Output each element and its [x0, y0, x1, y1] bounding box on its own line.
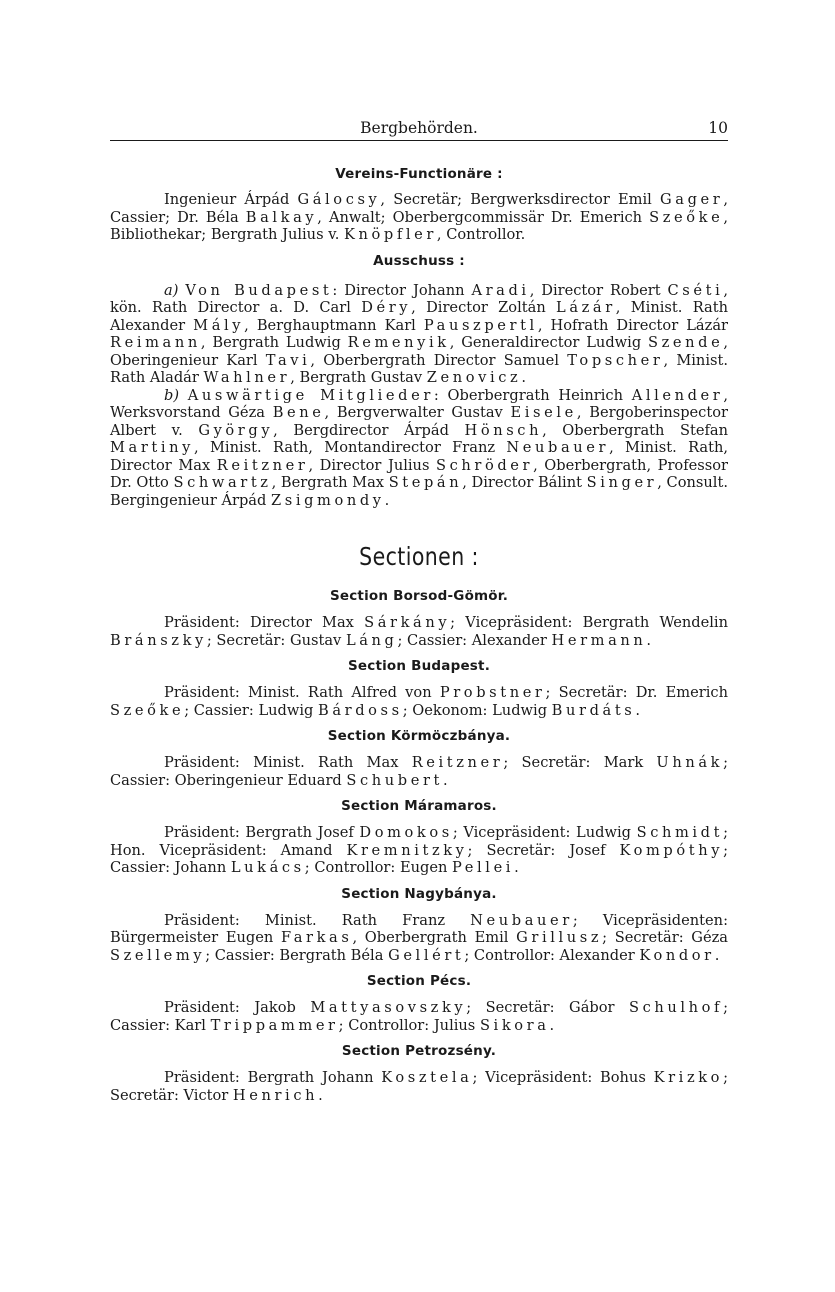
section-paragraph [110, 614, 728, 649]
text-run: . [549, 1016, 555, 1034]
spaced-name: Von Budapest [185, 281, 333, 299]
sectionen-heading: Sectionen : [359, 542, 479, 571]
text-run: , Bergverwalter Gustav [324, 404, 511, 421]
ausschuss-heading: Ausschuss : [373, 252, 465, 269]
page-number: 10 [708, 119, 728, 137]
text-run: , Hofrath Director Lázár [537, 316, 728, 334]
spaced-name: Mály [193, 316, 245, 334]
spaced-name: Reitzner [411, 754, 504, 771]
text-run: , Berghauptmann Karl [244, 316, 424, 334]
text-run: ; Cassier: Ludwig [184, 701, 319, 719]
spaced-name: Wahlner [203, 369, 291, 386]
spaced-name: Szende [648, 334, 724, 351]
spaced-name: Farkas [280, 929, 353, 946]
spaced-name: Szeőke [649, 208, 724, 226]
text-run: . [521, 369, 526, 386]
text-run: , Director Bálint [462, 474, 587, 491]
text-run: ; Hon. Vicepräsident: Amand [110, 824, 728, 859]
spaced-name: Probstner [439, 684, 546, 701]
text-run: ; Controllor: Julius [338, 1016, 480, 1034]
text-run: , Bergdirector Árpád [273, 421, 465, 439]
spaced-name: Knöpfler [344, 226, 437, 243]
section-heading: Section Máramaros. [341, 798, 497, 814]
text-run: ; Vicepräsidenten: Bürgermeister Eugen [110, 911, 728, 946]
spaced-name: Allender [631, 386, 724, 404]
running-head [110, 118, 728, 141]
spaced-name: Balkay [245, 208, 318, 226]
text-run: , Minist. Rath, Montandirector Franz [194, 439, 507, 456]
text-run: , Oberbergrath Emil [352, 929, 517, 946]
section-paragraph [110, 912, 728, 965]
spaced-name: Burdáts [551, 701, 636, 719]
spaced-name: Schmidt [636, 824, 724, 841]
spaced-name: Gellért [388, 946, 465, 964]
spaced-name: Sikora [479, 1016, 550, 1034]
text-run: . [443, 771, 448, 789]
text-run: , Director Robert [529, 281, 668, 299]
spaced-name: Neubauer [470, 911, 573, 929]
section-paragraph [110, 754, 728, 789]
text-run: . [646, 631, 652, 649]
section-heading: Section Nagybánya. [341, 885, 497, 902]
text-run: , Oberingenieur Karl [110, 334, 728, 369]
text-run: : Director Johann [332, 281, 472, 299]
text-run: , Anwalt; Oberbergcommissär Dr. Emerich [317, 208, 650, 226]
spaced-name: Szeőke [110, 701, 185, 719]
text-run: , Oberbergrath, Professor Dr. Otto [110, 456, 728, 491]
spaced-name: Pellei [452, 859, 515, 876]
spaced-name: Eisele [510, 404, 577, 421]
text-run [179, 387, 188, 404]
section-heading: Section Borsod-Gömör. [329, 588, 509, 604]
text-run: Präsident: Jakob [164, 999, 311, 1016]
section-heading: Section Pécs. [366, 973, 472, 989]
spaced-name: Neubauer [506, 439, 610, 456]
running-title: Bergbehörden. [360, 119, 478, 137]
spaced-name: Reitzner [216, 456, 309, 474]
text-run: , Director Julius [308, 456, 436, 474]
text-run: ; Controllor: Eugen [304, 859, 453, 876]
list-marker: a) [164, 281, 179, 299]
spaced-name: Tavi [265, 351, 311, 369]
sections-list [110, 587, 728, 1104]
spaced-name: Hermann [551, 631, 647, 649]
text-run: . [384, 491, 390, 509]
spaced-name: Reimann [110, 334, 201, 351]
section-heading: Section Budapest. [347, 658, 491, 674]
spaced-name: Kremnitzky [346, 841, 468, 859]
ausschuss-budapest-paragraph [110, 282, 728, 387]
spaced-name: Bárdoss [318, 701, 403, 719]
spaced-name: Kosztela [381, 1069, 473, 1086]
ausschuss-auswaertige-paragraph [110, 387, 728, 510]
section-paragraph [110, 1069, 728, 1104]
text-run: Präsident: Minist. Rath Max [164, 754, 412, 771]
text-run: , Consult. Bergingenieur Árpád [110, 474, 728, 509]
spaced-name: Hönsch [464, 421, 543, 439]
text-run: , Bergoberinspector Albert v. [110, 404, 728, 439]
spaced-name: Kompóthy [619, 841, 724, 859]
text-run: Präsident: Minist. Rath Franz [164, 911, 471, 929]
spaced-name: Zsigmondy [270, 491, 385, 509]
spaced-name: Singer [586, 474, 658, 491]
spaced-name: Szellemy [110, 946, 206, 964]
spaced-name: Cséti [667, 281, 724, 299]
text-run: ; Secretär: Josef [467, 841, 620, 859]
text-run: ; Cassier: Johann [110, 841, 728, 876]
spaced-name: Krizko [653, 1069, 724, 1086]
spaced-name: Gager [660, 191, 724, 208]
spaced-name: Déry [361, 299, 412, 316]
spaced-name: Gálocsy [297, 191, 381, 208]
spaced-name: Kondor [639, 946, 715, 964]
spaced-name: Schulhof [629, 999, 724, 1016]
vereins-paragraph [110, 191, 728, 244]
spaced-name: Láng [345, 631, 398, 649]
text-run: . [714, 946, 720, 964]
spaced-name: Grillusz [516, 929, 603, 946]
section-heading: Section Petrozsény. [341, 1043, 497, 1059]
spaced-name: Bránszky [110, 631, 207, 649]
text-run: , Oberbergrath Director Samuel [310, 351, 568, 369]
spaced-name: Lázár [556, 299, 616, 316]
text-run: ; Cassier: Alexander [397, 631, 552, 649]
text-run: , Minist. Rath, Director Max [110, 439, 728, 474]
text-run: , Secretär; Bergwerksdirector Emil [380, 191, 661, 208]
spaced-name: Martiny [110, 439, 194, 456]
spaced-name: Schröder [436, 456, 534, 474]
spaced-name: Topscher [567, 351, 664, 369]
text-run: , Bergrath Ludwig [200, 334, 348, 351]
text-run: ; Secretär: Gábor [466, 999, 630, 1016]
list-marker: b) [164, 386, 180, 404]
spaced-name: Domokos [359, 824, 453, 841]
text-run: ; Secretär: Dr. Emerich [545, 684, 728, 701]
text-run: ; Vicepräsident: Bohus [472, 1069, 654, 1086]
spaced-name: Aradi [471, 281, 530, 299]
text-run: , Director Zoltán [411, 299, 557, 316]
text-run: Präsident: Director Max [164, 614, 365, 631]
text-run: ; Cassier: Bergrath Béla [205, 946, 389, 964]
text-run: , Bergrath Gustav [290, 369, 427, 386]
text-run: . [635, 701, 641, 719]
spaced-name: Schwartz [173, 474, 272, 491]
text-run: , Bergrath Max [271, 474, 389, 491]
spaced-name: Sárkány [364, 614, 451, 631]
spaced-name: Lukács [230, 859, 305, 876]
spaced-name: Remenyik [347, 334, 450, 351]
text-run: Präsident: Minist. Rath Alfred von [164, 684, 440, 701]
text-run: . [318, 1086, 323, 1104]
text-run: , Bibliothekar; Bergrath Julius v. [110, 208, 728, 243]
spaced-name: Pauszpertl [423, 316, 538, 334]
text-run: , Minist. Rath Alexander [110, 299, 728, 334]
text-run: Ingenieur Árpád [164, 191, 298, 208]
spaced-name: Zenovicz [426, 369, 522, 386]
text-run: ; Secretär: Mark [503, 754, 657, 771]
text-run: , Oberbergrath Stefan [542, 421, 728, 439]
text-run: , Minist. Rath Aladár [110, 351, 728, 386]
text-run: ; Secretär: Géza [602, 929, 728, 946]
spaced-name: Trippammer [210, 1016, 339, 1034]
spaced-name: Bene [272, 404, 325, 421]
text-run: ; Secretär: Victor [110, 1069, 728, 1104]
spaced-name: Stepán [388, 474, 463, 491]
section-paragraph [110, 824, 728, 877]
section-heading: Section Körmöczbánya. [327, 728, 511, 744]
text-run: Präsident: Bergrath Johann [164, 1069, 382, 1086]
text-run: , Werksvorstand Géza [110, 386, 729, 421]
vereins-heading: Vereins-Functionäre : [335, 166, 503, 182]
text-run: ; Vicepräsident: Ludwig [452, 824, 637, 841]
text-run: ; Oekonom: Ludwig [402, 701, 552, 719]
section-paragraph [110, 999, 728, 1034]
spaced-name: Auswärtige Mitglieder [187, 386, 434, 404]
text-run: ; Cassier: Oberingenieur Eduard [110, 754, 728, 789]
text-run: , kön. Rath Director a. D. Carl [110, 281, 728, 316]
spaced-name: Uhnák [656, 754, 724, 771]
text-run: . [514, 859, 519, 876]
text-run: ; Controllor: Alexander [464, 946, 640, 964]
sectionen-heading-wrap [110, 541, 728, 573]
text-run: , Generaldirector Ludwig [449, 334, 649, 351]
text-run: , Cassier; Dr. Béla [110, 191, 728, 226]
text-run: Präsident: Bergrath Josef [164, 824, 360, 841]
section-paragraph [110, 684, 728, 719]
text-run: ; Cassier: Karl [110, 999, 728, 1034]
text-run: : Oberbergrath Heinrich [433, 386, 632, 404]
spaced-name: György [198, 421, 274, 439]
text-run: ; Secretär: Gustav [206, 631, 346, 649]
page-content [110, 160, 728, 1104]
text-run: ; Vicepräsident: Bergrath Wendelin [450, 614, 728, 631]
spaced-name: Henrich [232, 1086, 319, 1104]
spaced-name: Schubert [346, 771, 444, 789]
spaced-name: Mattyasovszky [310, 999, 467, 1016]
text-run: , Controllor. [436, 226, 526, 243]
